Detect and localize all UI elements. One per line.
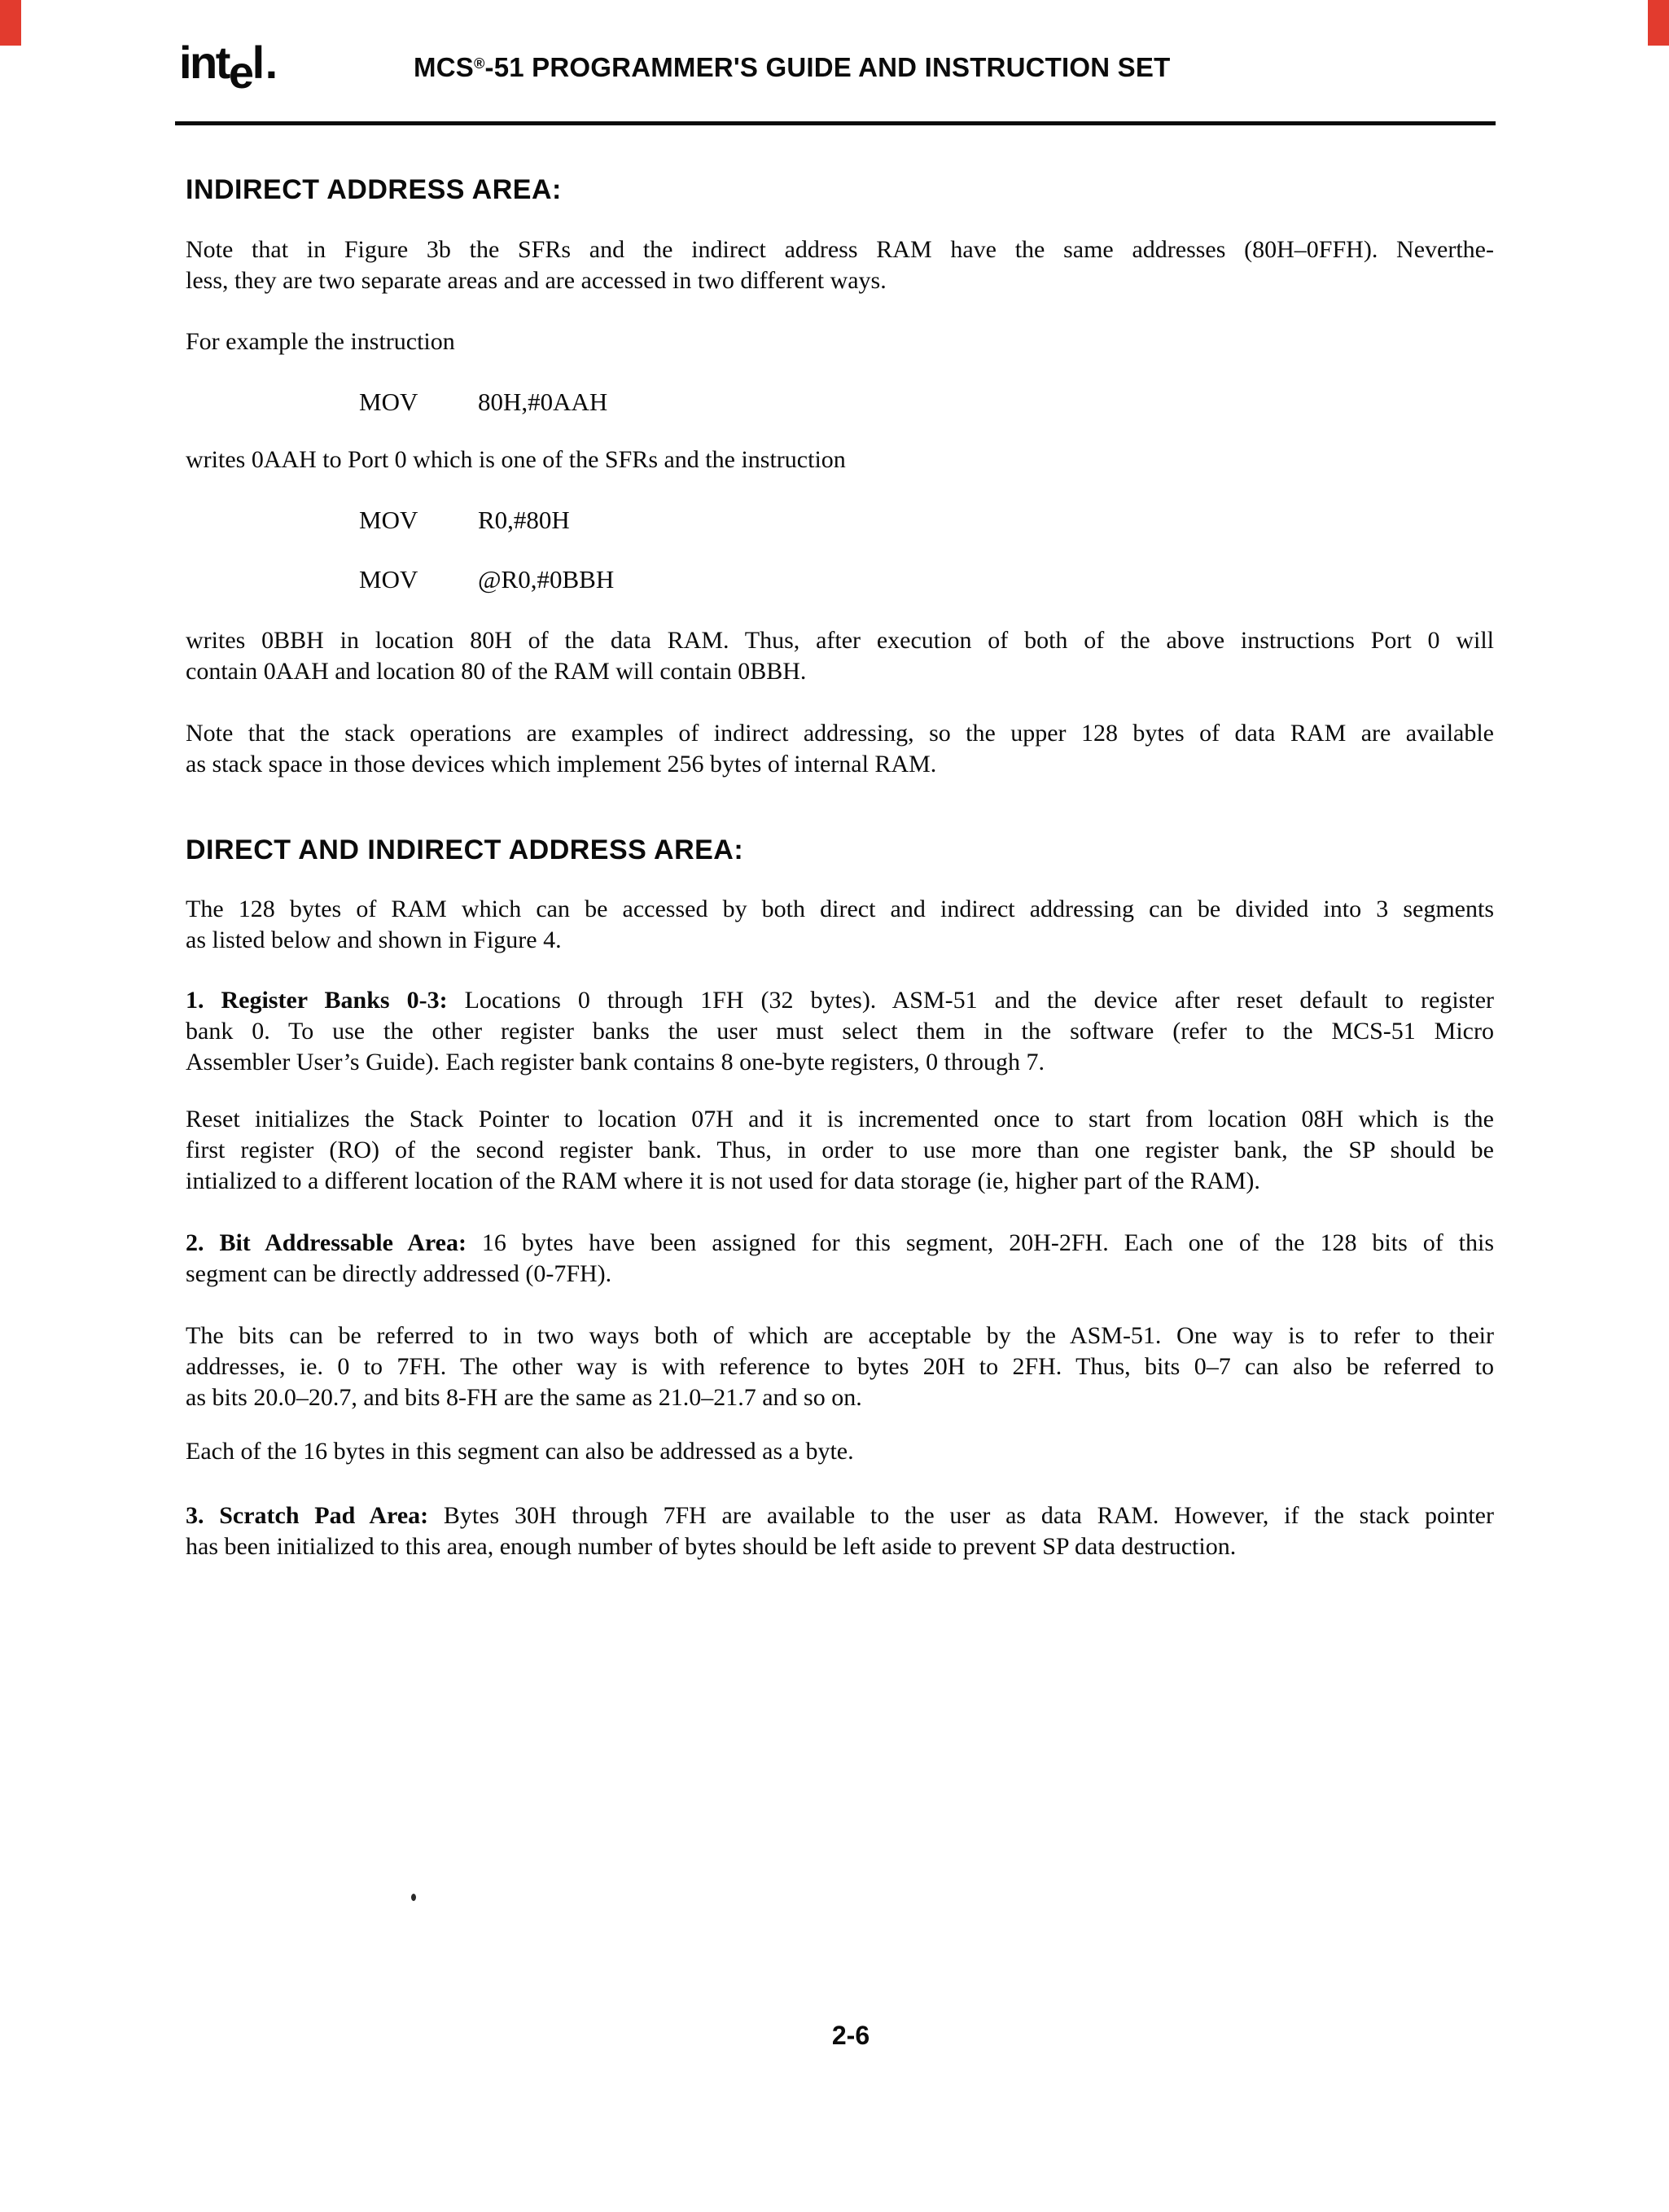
- paragraph-line: writes 0BBH in location 80H of the data RAM. Thus, after execution of both of the above instructions Port 0 will: [186, 627, 1494, 654]
- list-item-register-banks: [186, 985, 1494, 1078]
- paragraph-line: bank 0. To use the other register banks the user must select them in the software (refer to the MCS-51 Micro: [186, 1018, 1494, 1045]
- paragraph-line: Assembler User’s Guide). Each register bank contains 8 one-byte registers, 0 through 7.: [186, 1049, 1045, 1075]
- code-line-mov-80h: [359, 388, 607, 417]
- paragraph-for-example: For example the instruction: [186, 328, 455, 355]
- paragraph-line: less, they are two separate areas and are accessed in two different ways.: [186, 267, 887, 294]
- paragraph-line: as listed below and shown in Figure 4.: [186, 926, 562, 953]
- item-lead-rest: Bytes 30H through 7FH are available to the user as data RAM. However, if the stack pointer: [428, 1502, 1494, 1529]
- paragraph-writes-0aah: writes 0AAH to Port 0 which is one of the SFRs and the instruction: [186, 446, 846, 473]
- paragraph-line: Note that the stack operations are examples of indirect addressing, so the upper 128 bytes of data RAM are available: [186, 720, 1494, 747]
- mnemonic: MOV: [359, 565, 418, 594]
- paragraph-line: as bits 20.0–20.7, and bits 8-FH are the same as 21.0–21.7 and so on.: [186, 1384, 862, 1411]
- document-header-title: [414, 52, 1170, 83]
- item-lead-rest: Locations 0 through 1FH (32 bytes). ASM-51 and the device after reset default to register: [447, 987, 1494, 1014]
- paragraph-line: Note that in Figure 3b the SFRs and the indirect address RAM have the same addresses (80H–0FFH). Neverthe-: [186, 236, 1494, 263]
- list-item-scratch-pad-area: [186, 1500, 1494, 1562]
- code-line-mov-at-r0: [359, 565, 614, 594]
- paragraph-line: first register (RO) of the second register bank. Thus, in order to use more than one register bank, the SP should be: [186, 1137, 1494, 1163]
- header-rule: [175, 121, 1496, 125]
- section-heading-direct-and-indirect-address-area: DIRECT AND INDIRECT ADDRESS AREA:: [186, 834, 744, 865]
- paragraph-line: contain 0AAH and location 80 of the RAM will contain 0BBH.: [186, 658, 807, 685]
- paragraph-each-of-16-bytes: Each of the 16 bytes in this segment can also be addressed as a byte.: [186, 1438, 854, 1465]
- paragraph-reset-stack-pointer: [186, 1104, 1494, 1197]
- logo-dot: .: [265, 37, 278, 88]
- mnemonic: MOV: [359, 388, 418, 416]
- operand: 80H,#0AAH: [478, 388, 608, 416]
- logo-int: int: [179, 37, 229, 88]
- registered-trademark-symbol: ®: [473, 55, 485, 72]
- paragraph-line: as stack space in those devices which implement 256 bytes of internal RAM.: [186, 751, 937, 777]
- header-title-suffix: -51 PROGRAMMER'S GUIDE AND INSTRUCTION SET: [484, 52, 1171, 82]
- paragraph-line: The 128 bytes of RAM which can be accessed by both direct and indirect addressing can be divided into 3 segments: [186, 896, 1494, 922]
- paragraph-line: segment can be directly addressed (0-7FH).: [186, 1260, 612, 1287]
- item-lead-scratch-pad: 3. Scratch Pad Area:: [186, 1502, 429, 1529]
- paragraph-stack-operations: [186, 718, 1494, 780]
- mnemonic: MOV: [359, 506, 418, 534]
- paragraph-note-sfr-addresses: [186, 234, 1494, 296]
- item-lead-register-banks: 1. Register Banks 0-3:: [186, 987, 448, 1014]
- paragraph-line: intialized to a different location of the RAM where it is not used for data storage (ie, higher part of the RAM).: [186, 1167, 1260, 1194]
- section-heading-indirect-address-area: INDIRECT ADDRESS AREA:: [186, 174, 562, 205]
- paragraph-line: [186, 985, 1494, 1016]
- paragraph-line: has been initialized to this area, enough number of bytes should be left aside to prevent SP data destruction.: [186, 1533, 1237, 1560]
- operand: @R0,#0BBH: [478, 565, 615, 594]
- logo-dropped-e: e: [228, 46, 252, 98]
- scan-speck: [411, 1894, 416, 1901]
- paragraph-line: Reset initializes the Stack Pointer to location 07H and it is incremented once to start from location 08H which is the: [186, 1106, 1494, 1132]
- item-lead-rest: 16 bytes have been assigned for this segment, 20H-2FH. Each one of the 128 bits of this: [466, 1229, 1494, 1256]
- paragraph-bits-two-ways: [186, 1321, 1494, 1413]
- red-corner-mark-right: [1648, 0, 1669, 46]
- page-number: 2-6: [831, 2021, 870, 2050]
- paragraph-line: [186, 1228, 1494, 1259]
- paragraph-line: [186, 1500, 1494, 1531]
- paragraph-line: The bits can be referred to in two ways both of which are acceptable by the ASM-51. One way is to refer to their: [186, 1322, 1494, 1349]
- logo-l: l: [252, 37, 263, 88]
- header-title-prefix: MCS: [414, 52, 474, 82]
- code-line-mov-r0: [359, 506, 570, 535]
- list-item-bit-addressable-area: [186, 1228, 1494, 1290]
- paragraph-writes-0bbh: [186, 625, 1494, 687]
- paragraph-line: addresses, ie. 0 to 7FH. The other way is with reference to bytes 20H to 2FH. Thus, bits 0–7 can also be referred to: [186, 1353, 1494, 1380]
- operand: R0,#80H: [478, 506, 570, 534]
- red-corner-mark-left: [0, 0, 21, 46]
- paragraph-128-bytes: [186, 894, 1494, 956]
- item-lead-bit-addressable: 2. Bit Addressable Area:: [186, 1229, 467, 1256]
- intel-logo: [179, 36, 278, 98]
